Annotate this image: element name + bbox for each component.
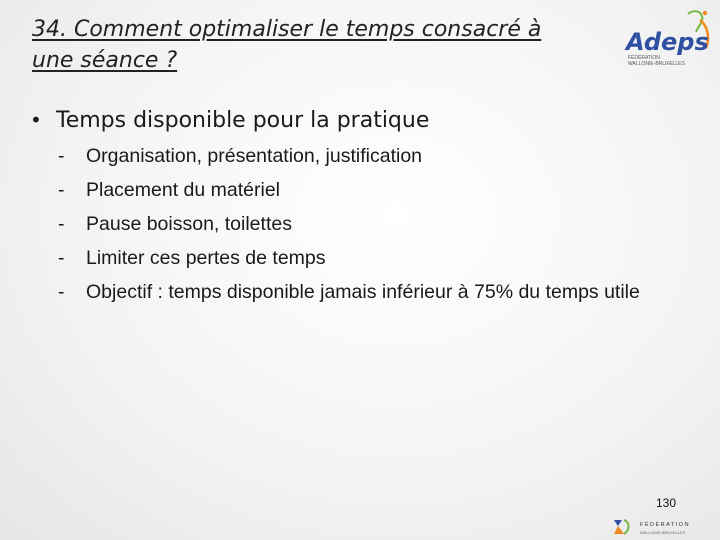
list-item-text: Placement du matériel [86,179,281,201]
bullet-dot-icon: • [30,108,42,132]
main-bullet-text: Temps disponible pour la pratique [56,108,430,133]
dash-icon: - [58,213,65,235]
logo-small-line-1: FÉDÉRATION [628,55,660,61]
page-number: 130 [656,496,677,510]
list-item-text: Objectif : temps disponible jamais inférieur à 75% du temps utile [86,281,640,303]
list-item [58,139,690,173]
title-line-1: 34. Comment optimaliser le temps consacré à [32,17,542,42]
list-item-text: Pause boisson, toilettes [86,213,292,235]
dash-icon: - [58,281,65,303]
footer-logo-line-2: WALLONIE-BRUXELLES [640,530,686,535]
dash-icon: - [58,247,65,269]
main-bullet [30,108,690,133]
logo-text: Adeps [626,28,709,56]
slide-body [30,108,690,309]
dash-icon: - [58,145,65,167]
footer-logo-line-1: FÉDÉRATION [640,522,691,528]
list-item [58,207,690,241]
list-item [58,173,690,207]
title-line-2: une séance ? [32,48,178,73]
list-item [58,275,690,309]
dash-icon: - [58,179,65,201]
adeps-logo [622,8,714,68]
list-item-text: Organisation, présentation, justification [86,145,423,167]
logo-small-line-2: WALLONIE-BRUXELLES [628,61,685,67]
list-item-text: Limiter ces pertes de temps [86,247,326,269]
federation-logo [612,516,712,538]
slide-title [32,14,592,76]
sub-item-list [58,139,690,309]
list-item [58,241,690,275]
